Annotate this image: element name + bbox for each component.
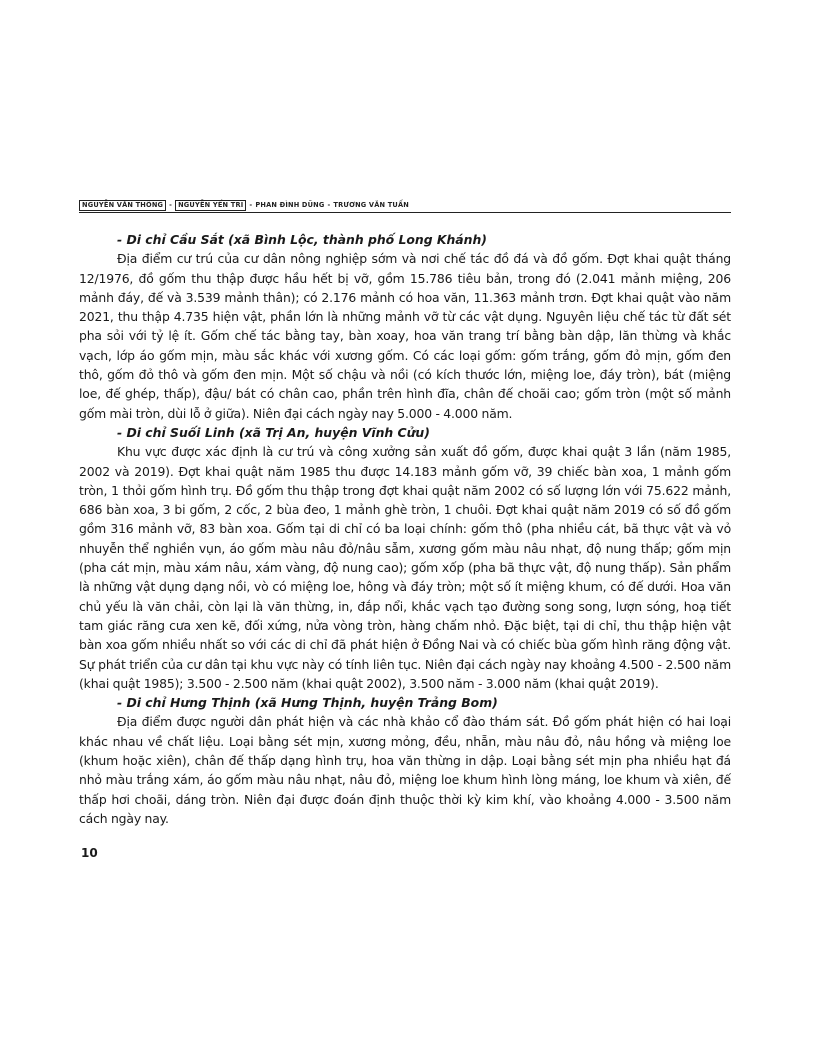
section-paragraph-cau-sat: Địa điểm cư trú của cư dân nông nghiệp sớm và nơi chế tác đồ đá và đồ gốm. Đợt khai quật tháng 12/1976, đồ gốm thu thập được hầu hết bị vỡ, gồm 15.786 tiêu bản, trong đó (2.041 mảnh miệng, 206 mảnh đáy, đế và 3.539 mảnh thân); có 2.176 mảnh có hoa văn, 11.363 mảnh trơn. Đợt khai quật vào năm 2021, thu thập 4.735 hiện vật, phần lớn là những mảnh vỡ từ các vật dụng. Nguyên liệu chế tác từ đất sét pha sỏi với tỷ lệ ít. Gốm chế tác bằng tay, bàn xoay, hoa văn trang trí bằng bàn dập, lăn thừng và khắc vạch, lớp áo gốm mịn, màu sắc khác với xương gốm. Có các loại gốm: gốm trắng, gốm đỏ mịn, gốm đen thô, gốm đỏ thô và gốm đen mịn. Một số chậu và nồi (có kích thước lớn, miệng loe, đáy tròn), bát (miệng loe, đế ghép, thấp), đậu/ bát có chân cao, phần trên hình đĩa, chân đế choãi cao; gốm tròn (một số mảnh gốm mài tròn, dùi lỗ ở giữa). Niên đại cách ngày nay 5.000 - 4.000 năm. bbox=[79, 251, 731, 421]
running-header bbox=[79, 198, 731, 213]
section-paragraph-hung-thinh: Địa điểm được người dân phát hiện và các nhà khảo cổ đào thám sát. Đồ gốm phát hiện có hai loại khác nhau về chất liệu. Loại bằng sét mịn, xương mỏng, đều, nhẵn, màu nâu đỏ, nâu hồng và miệng loe (khum hoặc xiên), chân đế thấp dạng hình trụ, hoa văn thừng in dập. Loại bằng sét mịn pha nhiều hạt đá nhỏ màu trắng xám, áo gốm màu nâu nhạt, nâu đỏ, miệng loe khum hình lòng máng, loe khum và xiên, đế thấp hơi choãi, dáng tròn. Niên đại được đoán định thuộc thời kỳ kim khí, vào khoảng 4.000 - 3.500 năm cách ngày nay. bbox=[79, 714, 731, 826]
section-paragraph-suoi-linh: Khu vực được xác định là cư trú và công xưởng sản xuất đồ gốm, được khai quật 3 lần (năm 1985, 2002 và 2019). Đợt khai quật năm 1985 thu được 14.183 mảnh gốm vỡ, 39 chiếc bàn xoa, 1 mảnh gốm tròn, 1 thỏi gốm hình trụ. Đồ gốm thu thập trong đợt khai quật năm 2002 có số lượng lớn với 75.622 mảnh, 686 bàn xoa, 3 bi gốm, 2 cốc, 2 bùa đeo, 1 mảnh ghè tròn, 1 chuôi. Đợt khai quật năm 2019 có số đồ gốm gồm 316 mảnh vỡ, 83 bàn xoa. Gốm tại di chỉ có ba loại chính: gốm thô (pha nhiều cát, bã thực vật và vỏ nhuyễn thể nghiền vụn, áo gốm màu nâu đỏ/nâu sẫm, xương gốm màu nâu nhạt, độ nung thấp; gốm mịn (pha cát mịn, màu xám nâu, xám vàng, độ nung cao); gốm xốp (pha bã thực vật, độ nung thấp). Sản phẩm là những vật dụng dạng nồi, vò có miệng loe, hông và đáy tròn; một số ít miệng khum, có đế dưới. Hoa văn chủ yếu là văn chải, còn lại là văn thừng, in, đắp nổi, khắc vạch tạo đường song song, lượn sóng, hoạ tiết tam giác răng cưa xen kẽ, đối xứng, nửa vòng tròn, hàng chấm nhỏ. Đặc biệt, tại di chỉ, thu thập hiện vật bàn xoa gốm nhiều nhất so với các di chỉ đã phát hiện ở Đồng Nai và có chiếc bùa gốm hình răng động vật. Sự phát triển của cư dân tại khu vực này có tính liên tục. Niên đại cách ngày nay khoảng 4.500 - 2.500 năm (khai quật 1985); 3.500 - 2.500 năm (khai quật 2002), 3.500 năm - 3.000 năm (khai quật 2019). bbox=[79, 444, 731, 691]
header-author-1: NGUYỄN VĂN THÔNG bbox=[79, 200, 166, 211]
section-heading-cau-sat: - Di chỉ Cầu Sắt (xã Bình Lộc, thành phố Long Khánh) bbox=[117, 232, 487, 247]
header-separator: - bbox=[249, 201, 253, 209]
header-author-2: NGUYỄN YẾN TRI bbox=[175, 200, 246, 211]
article-body bbox=[79, 230, 731, 828]
page-number: 10 bbox=[81, 846, 98, 860]
section-heading-suoi-linh: - Di chỉ Suối Linh (xã Trị An, huyện Vĩnh Cửu) bbox=[117, 424, 430, 440]
header-author-3: PHAN ĐÌNH DŨNG bbox=[255, 201, 325, 209]
header-separator: - bbox=[169, 201, 173, 209]
header-separator: - bbox=[327, 201, 331, 209]
section-heading-hung-thinh: - Di chỉ Hưng Thịnh (xã Hưng Thịnh, huyện Trảng Bom) bbox=[117, 695, 498, 711]
header-author-4: TRƯƠNG VĂN TUẤN bbox=[333, 201, 409, 209]
